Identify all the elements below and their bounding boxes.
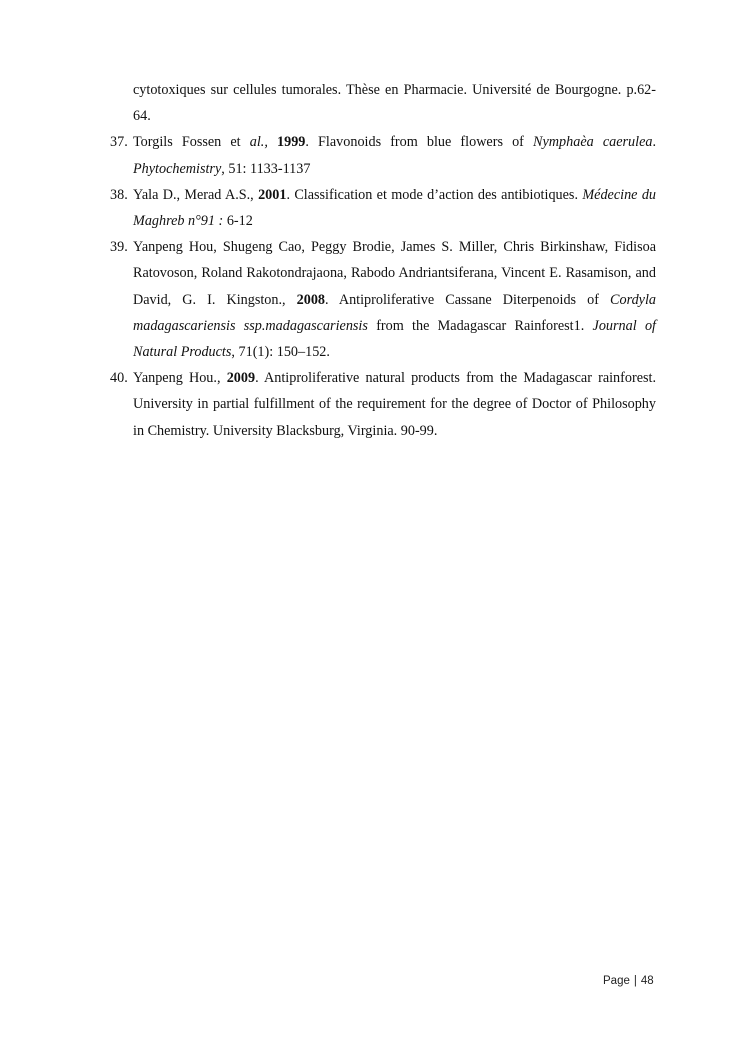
reference-journal: Journal of Natural Products [133, 317, 656, 361]
reference-authors: Yanpeng Hou, Shugeng Cao, Peggy Brodie, James S. Miller, Chris Birkinshaw, Fidisoa Ratovoson, Roland Rakotondrajaona, Rabodo Andriantsiferana, Vincent E. Rasamison, and David, G. I. Kingston., [133, 239, 656, 308]
reference-journal: Phytochemistry [133, 160, 222, 177]
reference-authors: Yala D., Merad A.S., [133, 186, 259, 203]
page-separator: | [633, 975, 637, 987]
reference-year: 2001 [258, 186, 287, 203]
reference-number: 38. [110, 186, 128, 203]
reference-text: . Antiproliferative natural products from the Madagascar rainforest. University in partial fulfillment of the requirement for the degree of Doctor of Philosophy in Chemistry. University Blacksburg, Virginia. 90-99. [133, 370, 657, 439]
reference-39 [110, 234, 656, 365]
reference-year: 2008 [296, 291, 326, 308]
reference-species: Nymphaèa caerulea [533, 134, 653, 151]
reference-number: 40. [110, 370, 128, 387]
reference-number: 37. [110, 134, 128, 151]
reference-species: Cordyla madagascariensis ssp.madagascariensis [133, 291, 656, 334]
reference-37 [110, 129, 656, 181]
reference-etal: al., [249, 134, 268, 151]
reference-text: . Antiproliferative Cassane Diterpenoids of [325, 291, 611, 308]
reference-text: , 51: 1133-1137 [221, 160, 311, 177]
reference-text: cytotoxiques sur cellules tumorales. Thèse en Pharmacie. Université de Bourgogne. p.62-64. [133, 82, 656, 125]
reference-authors: Yanpeng Hou., [133, 370, 227, 387]
reference-38 [110, 182, 656, 234]
reference-continuation [110, 77, 656, 129]
reference-space [268, 134, 277, 150]
reference-number: 39. [110, 239, 128, 256]
reference-text: from the Madagascar Rainforest1. [367, 317, 593, 334]
reference-list [110, 77, 656, 444]
reference-text: , 71(1): 150–152. [231, 344, 330, 361]
page-label: Page [603, 975, 630, 987]
reference-year: 2009 [226, 370, 256, 387]
page-number: 48 [640, 975, 654, 987]
reference-text: . Classification et mode d’action des antibiotiques. [286, 186, 583, 203]
reference-journal: Médecine du Maghreb n°91 : [133, 186, 657, 230]
page-footer [603, 975, 654, 987]
reference-authors: Torgils Fossen et [133, 134, 250, 151]
reference-text: 6-12 [223, 213, 253, 230]
reference-text: . [652, 134, 657, 151]
reference-40 [110, 365, 656, 444]
reference-text: . Flavonoids from blue flowers of [305, 134, 534, 151]
reference-year: 1999 [277, 134, 306, 151]
